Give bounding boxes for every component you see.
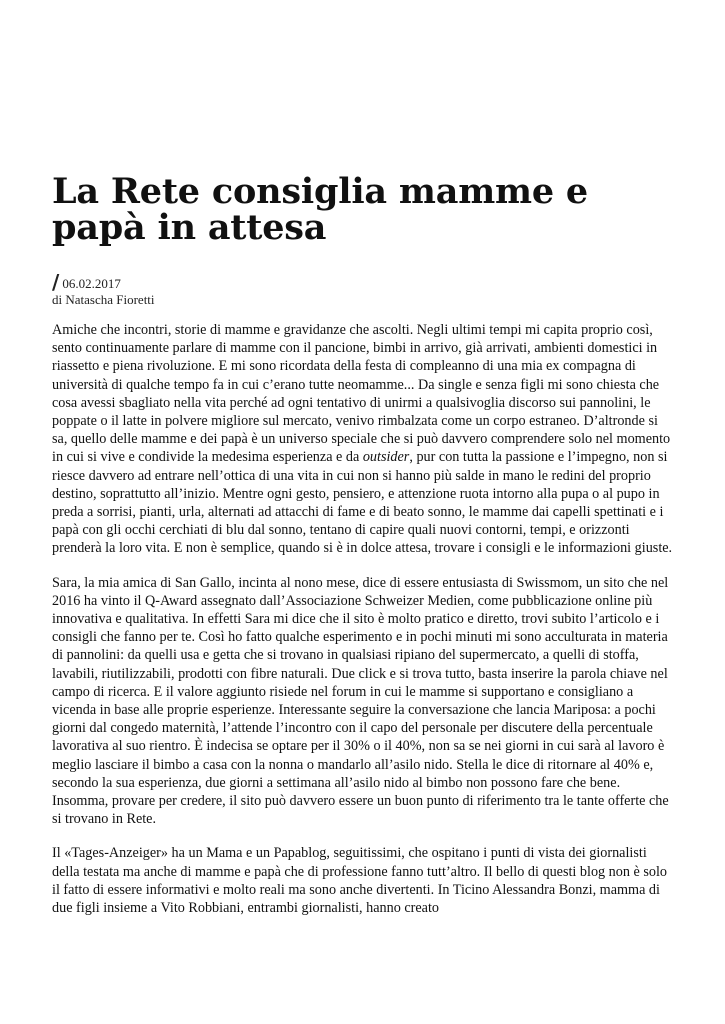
publish-date: 06.02.2017 bbox=[62, 276, 121, 291]
paragraph-1-part-a: Amiche che incontri, storie di mamme e gravidanze che ascolti. Negli ultimi tempi mi capita proprio così, sento continuamente parlare di mamme con il pancione, bimbi in arrivo, già arrivati, ambienti domestici in riassetto e piena rivoluzione. E mi sono ricordata della festa di compleanno di una mia ex compagna di università di qualche tempo fa in cui c’erano tutte neomamme... Da single e senza figli mi sono chiesta che cosa avessi sbagliato nella vita perché ad ogni tentativo di unirmi a qualsivoglia discorso sui pannolini, le poppate o il latte in polvere migliore sul mercato, venivo rimbalzata come un corpo estraneo. D’altronde si sa, quello delle mamme e dei papà è un universo speciale che si può davvero comprendere solo nel momento in cui si vive e condivide la medesima esperienza e da bbox=[52, 322, 671, 466]
paragraph-1-part-b: , pur con tutta la passione e l’impegno, non si riesce davvero ad entrare nell’ottica di una vita in cui non si hanno più salde in mano le redini del proprio destino, soprattutto all’inizio. Mentre ogni gesto, pensiero, e attenzione ruota intorno alla pupa o al pupo in preda a sorrisi, pianti, urla, alternati ad attacchi di fame e di beato sonno, le mamme dai capelli spettinati e i papà con gli occhi cerchiati di blu dal sonno, tentano di capire quali nuovi contorni, tempi, e orizzonti prenderà la loro vita. E non è semplice, quando si è in dolce attesa, trovare i consigli e le informazioni giuste. bbox=[52, 449, 673, 557]
paragraph-2: Sara, la mia amica di San Gallo, incinta al nono mese, dice di essere entusiasta di Swissmom, un sito che nel 2016 ha vinto il Q-Award assegnato dall’Associazione Schweizer Medien, come pubblicazione online più innovativa e qualitativa. In effetti Sara mi dice che il sito è molto pratico e diretto, trovi subito l’articolo e i consigli che fanno per te. Così ho fatto qualche esperimento e in pochi minuti mi sono acculturata in materia di pannolini: da quelli usa e getta che si trovano in qualsiasi ripiano del supermercato, a quelli di stoffa, lavabili, riutilizzabili, prodotti con fibre naturali. Due click e si trova tutto, basta inserire la parola chiave nel campo di ricerca. E il valore aggiunto risiede nel forum in cui le mamme si supportano e consigliano a vicenda in base alle proprie esperienze. Interessante seguire la conversazione che lancia Mariposa: a pochi giorni dal congedo maternità, l’attende l’incontro con il capo del personale per discutere della percentuale lavorativa al suo rientro. È indecisa se optare per il 30% o il 40%, non sa se nei giorni in cui sarà al lavoro è meglio lasciare il bimbo a casa con la nonna o mandarlo all’asilo nido. Stella le dice di ritornare al 40% e, secondo la sua esperienza, due giorni a settimana all’asilo nido al bimbo non possono fare che bene. Insomma, provare per credere, il sito può davvero essere un buon punto di riferimento tra le tante offerte che si trovano in Rete. bbox=[52, 574, 669, 828]
article-title: La Rete consiglia mamme e papà in attesa bbox=[52, 171, 588, 248]
author-byline: di Natascha Fioretti bbox=[52, 292, 155, 307]
paragraph-3: Il «Tages-Anzeiger» ha un Mama e un Papablog, seguitissimi, che ospitano i punti di vista dei giornalisti della testata ma anche di mamme e papà che di professione fanno tutt’altro. Il bello di questi blog non è solo il fatto di essere informativi e molto reali ma sono anche divertenti. In Ticino Alessandra Bonzi, mamma di due figli insieme a Vito Robbiani, entrambi giornalisti, hanno creato bbox=[52, 845, 668, 917]
date-separator: / bbox=[52, 270, 60, 294]
paragraph-1 bbox=[52, 321, 674, 558]
article-meta bbox=[52, 272, 155, 307]
paragraph-1-emphasis: outsider bbox=[362, 449, 410, 466]
date-line bbox=[52, 272, 155, 292]
article-body bbox=[52, 321, 674, 933]
